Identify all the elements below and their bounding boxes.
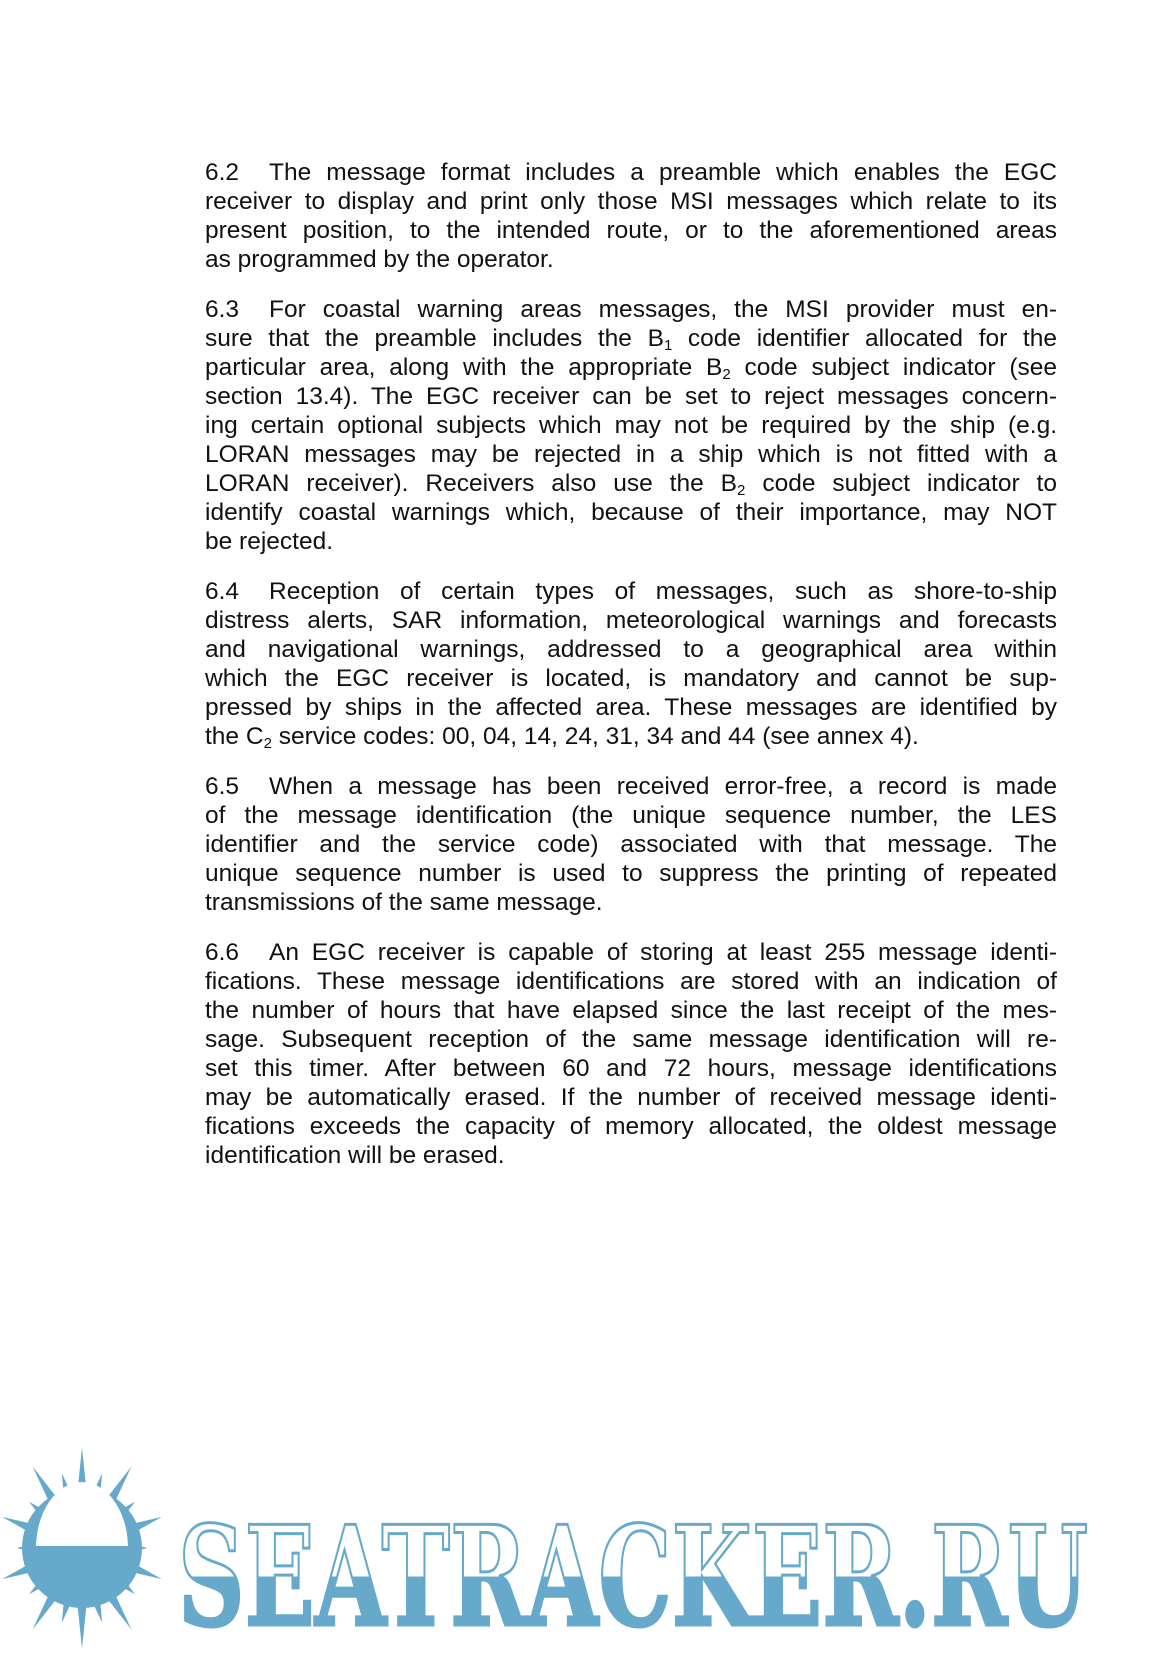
text-line — [205, 498, 1057, 527]
text-segment: code identifier allocated for the — [672, 325, 1057, 352]
paragraph-number: 6.4 — [205, 578, 240, 605]
subscript: 1 — [663, 337, 673, 354]
sun-icon — [2, 1447, 162, 1649]
paragraph-text — [269, 295, 1057, 324]
paragraph-text — [269, 577, 1057, 606]
text-segment: service codes: 00, 04, 14, 24, 31, 34 and 44 (see annex 4). — [271, 723, 919, 750]
paragraph-6-6 — [205, 938, 1057, 1170]
text-line — [205, 411, 1057, 440]
text-segment: ing certain optional subjects which may not be required by the ship (e.g. — [205, 412, 1057, 439]
paragraph-6-4 — [205, 577, 1057, 751]
text-segment: be rejected. — [205, 528, 334, 555]
text-line — [205, 1054, 1057, 1083]
paragraph-number: 6.3 — [205, 296, 240, 323]
text-line — [205, 353, 1057, 382]
text-segment: as programmed by the operator. — [205, 246, 554, 273]
text-segment: sure that the preamble includes the B — [205, 325, 664, 352]
text-segment: distress alerts, SAR information, meteorological warnings and forecasts — [205, 607, 1057, 634]
text-segment: present position, to the intended route, or to the aforementioned areas — [205, 217, 1057, 244]
text-segment: code subject indicator (see — [730, 354, 1058, 381]
text-line — [205, 1025, 1057, 1054]
text-segment: the C — [205, 723, 264, 750]
text-segment: identification will be erased. — [205, 1142, 505, 1169]
text-line — [205, 245, 1057, 274]
subscript: 2 — [722, 366, 731, 383]
text-line — [205, 295, 1057, 324]
text-line — [205, 527, 1057, 556]
text-line — [205, 801, 1057, 830]
text-line — [205, 635, 1057, 664]
text-line — [205, 324, 1057, 353]
document-body — [205, 158, 1057, 1191]
text-segment: which the EGC receiver is located, is mandatory and cannot be sup- — [205, 665, 1057, 692]
paragraph-number: 6.5 — [205, 773, 240, 800]
paragraph-number: 6.6 — [205, 939, 240, 966]
text-segment: identify coastal warnings which, because of their importance, may NOT — [205, 499, 1057, 526]
watermark-text: SEATRACKER.RU — [178, 1495, 1088, 1654]
paragraph-text — [269, 158, 1057, 187]
text-segment: pressed by ships in the affected area. These messages are identified by — [205, 694, 1057, 721]
paragraph-6-5 — [205, 772, 1057, 917]
text-segment: When a message has been received error-free, a record is made — [269, 773, 1057, 800]
subscript: 2 — [737, 482, 746, 499]
subscript: 2 — [263, 735, 272, 752]
text-segment: sage. Subsequent reception of the same message identification will re- — [205, 1026, 1057, 1053]
text-segment: and navigational warnings, addressed to a geographical area within — [205, 636, 1057, 663]
text-segment: The message format includes a preamble which enables the EGC — [269, 159, 1057, 186]
text-line — [205, 606, 1057, 635]
text-line — [205, 996, 1057, 1025]
text-segment: Reception of certain types of messages, such as shore-to-ship — [269, 578, 1057, 605]
text-line — [205, 664, 1057, 693]
text-segment: For coastal warning areas messages, the MSI provider must en- — [269, 296, 1057, 323]
text-line — [205, 158, 1057, 187]
text-segment: transmissions of the same message. — [205, 889, 603, 916]
text-segment: fications exceeds the capacity of memory allocated, the oldest message — [205, 1113, 1057, 1140]
text-segment: receiver to display and print only those MSI messages which relate to its — [205, 188, 1057, 215]
text-segment: An EGC receiver is capable of storing at least 255 message identi- — [269, 939, 1057, 966]
text-segment: particular area, along with the appropriate B — [205, 354, 723, 381]
text-line — [205, 967, 1057, 996]
paragraph-6-2 — [205, 158, 1057, 274]
text-line — [205, 859, 1057, 888]
text-segment: code subject indicator to — [745, 470, 1057, 497]
paragraph-6-3 — [205, 295, 1057, 556]
text-line — [205, 830, 1057, 859]
text-line — [205, 187, 1057, 216]
text-line — [205, 938, 1057, 967]
text-segment: fications. These message identifications are stored with an indication of — [205, 968, 1057, 995]
paragraph-number: 6.2 — [205, 159, 240, 186]
text-line — [205, 216, 1057, 245]
text-segment: section 13.4). The EGC receiver can be set to reject messages concern- — [205, 383, 1057, 410]
text-segment: LORAN messages may be rejected in a ship which is not fitted with a — [205, 441, 1057, 468]
text-line — [205, 1112, 1057, 1141]
text-segment: the number of hours that have elapsed since the last receipt of the mes- — [205, 997, 1057, 1024]
text-segment: may be automatically erased. If the number of received message identi- — [205, 1084, 1057, 1111]
text-segment: set this timer. After between 60 and 72 hours, message identifications — [205, 1055, 1057, 1082]
paragraph-text — [269, 772, 1057, 801]
text-segment: identifier and the service code) associated with that message. The — [205, 831, 1057, 858]
text-segment: LORAN receiver). Receivers also use the B — [205, 470, 738, 497]
text-line — [205, 693, 1057, 722]
text-line — [205, 722, 1057, 751]
text-segment: of the message identification (the unique sequence number, the LES — [205, 802, 1057, 829]
text-line — [205, 469, 1057, 498]
text-line — [205, 577, 1057, 606]
text-line — [205, 1141, 1057, 1170]
paragraph-text — [269, 938, 1057, 967]
text-segment: unique sequence number is used to suppress the printing of repeated — [205, 860, 1057, 887]
text-line — [205, 440, 1057, 469]
text-line — [205, 888, 1057, 917]
seatracker-watermark-logo — [0, 1400, 1166, 1654]
text-line — [205, 772, 1057, 801]
text-line — [205, 1083, 1057, 1112]
text-line — [205, 382, 1057, 411]
